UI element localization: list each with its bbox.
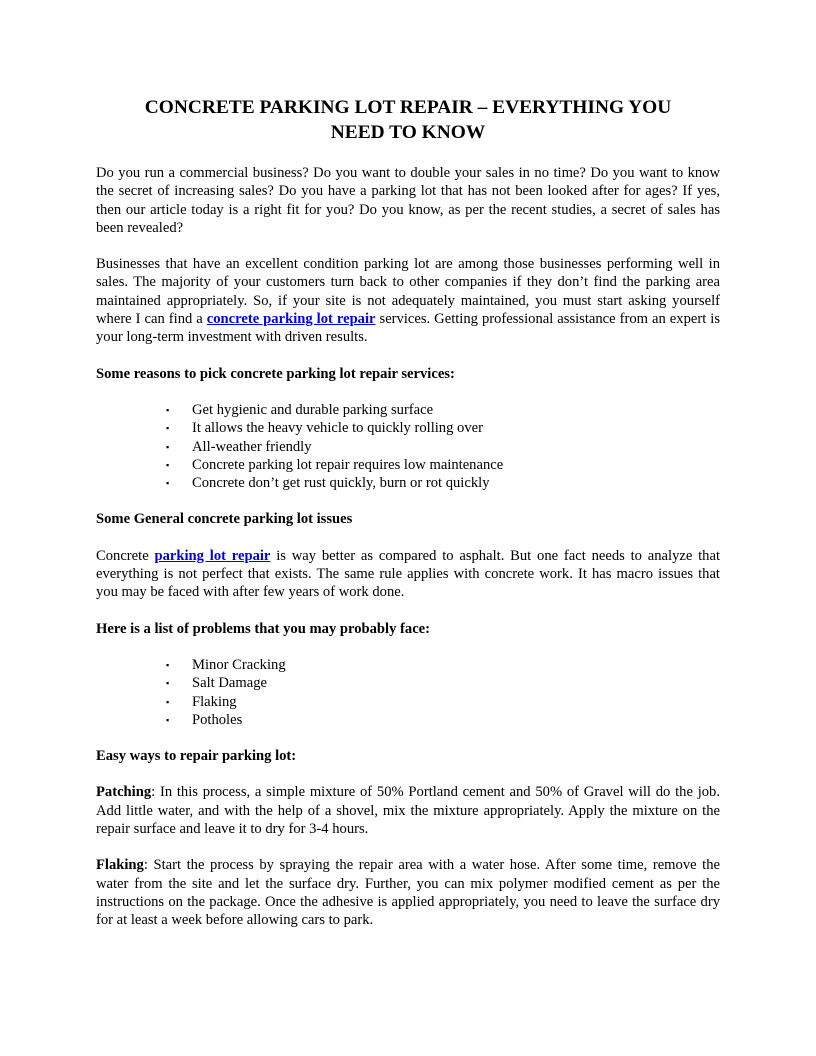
list-item-text: Get hygienic and durable parking surface bbox=[192, 401, 434, 418]
issues-paragraph-text-after: is way better as compared to asphalt. But one fact needs to analyze that everything is not perfect that exists. The same rule applies with concrete work. It has macro issues that you may be faced with after few years of work done. bbox=[96, 547, 721, 601]
bullet-icon: ▪ bbox=[166, 714, 170, 725]
list-item bbox=[96, 474, 720, 492]
patching-term: Patching bbox=[96, 784, 152, 801]
sales-paragraph bbox=[96, 255, 720, 346]
list-item bbox=[96, 401, 720, 419]
bullet-icon: ▪ bbox=[166, 478, 170, 489]
bullet-icon: ▪ bbox=[166, 659, 170, 670]
list-item-text: All-weather friendly bbox=[192, 438, 312, 455]
problems-heading: Here is a list of problems that you may probably face: bbox=[96, 620, 431, 637]
list-item bbox=[96, 656, 720, 674]
reasons-heading: Some reasons to pick concrete parking lot repair services: bbox=[96, 365, 455, 382]
patching-text: : In this process, a simple mixture of 50% Portland cement and 50% of Gravel will do the job. Add little water, and with the help of a shovel, mix the mixture appropriately. Apply the mixture on the repair surface and leave it to dry for 3-4 hours. bbox=[96, 784, 720, 838]
flaking-text: : Start the process by spraying the repair area with a water hose. After some time, remove the water from the site and let the surface dry. Further, you can mix polymer modified cement as per the instructions on the package. Once the adhesive is applied appropriately, you need to leave the surface dry for at least a week before allowing cars to park. bbox=[96, 857, 720, 929]
bullet-icon: ▪ bbox=[166, 459, 170, 470]
list-item-text: Flaking bbox=[192, 693, 237, 710]
issues-paragraph-text-before: Concrete bbox=[96, 547, 155, 564]
reasons-list bbox=[96, 401, 720, 492]
patching-paragraph bbox=[96, 783, 720, 838]
list-item-text: It allows the heavy vehicle to quickly rolling over bbox=[192, 420, 483, 437]
document-page bbox=[96, 96, 720, 948]
issues-paragraph bbox=[96, 547, 720, 602]
flaking-paragraph bbox=[96, 856, 720, 929]
bullet-icon: ▪ bbox=[166, 678, 170, 689]
issues-heading: Some General concrete parking lot issues bbox=[96, 511, 353, 528]
problems-list bbox=[96, 656, 720, 729]
list-item bbox=[96, 711, 720, 729]
bullet-icon: ▪ bbox=[166, 404, 170, 415]
list-item-text: Minor Cracking bbox=[192, 656, 286, 673]
bullet-icon: ▪ bbox=[166, 423, 170, 434]
intro-paragraph: Do you run a commercial business? Do you want to double your sales in no time? Do you want to know the secret of increasing sales? Do you have a parking lot that has not been looked after for ages? If yes, then our article today is a right fit for you? Do you know, as per the recent studies, a secret of sales has been revealed? bbox=[96, 165, 720, 236]
list-item-text: Potholes bbox=[192, 711, 243, 728]
list-item bbox=[96, 419, 720, 437]
list-item bbox=[96, 674, 720, 692]
list-item bbox=[96, 456, 720, 474]
flaking-term: Flaking bbox=[96, 857, 144, 874]
list-item bbox=[96, 693, 720, 711]
page-title: CONCRETE PARKING LOT REPAIR – EVERYTHING YOU NEED TO KNOW bbox=[144, 97, 672, 143]
list-item bbox=[96, 438, 720, 456]
list-item-text: Concrete don’t get rust quickly, burn or rot quickly bbox=[192, 475, 490, 492]
bullet-icon: ▪ bbox=[166, 441, 170, 452]
repair-heading: Easy ways to repair parking lot: bbox=[96, 748, 297, 765]
bullet-icon: ▪ bbox=[166, 696, 170, 707]
sales-paragraph-text-after: services. Getting professional assistance from an expert is your long-term investment with driven results. bbox=[96, 311, 720, 346]
parking-lot-repair-link[interactable]: parking lot repair bbox=[154, 547, 271, 564]
sales-paragraph-text-before: Businesses that have an excellent condition parking lot are among those businesses performing well in sales. The majority of your customers turn back to other companies if they don’t find the parking area maintained appropriately. So, if your site is not adequately maintained, you must start asking yourself where I can find a bbox=[96, 256, 720, 328]
concrete-parking-lot-repair-link[interactable]: concrete parking lot repair bbox=[206, 311, 376, 328]
list-item-text: Salt Damage bbox=[192, 675, 267, 692]
list-item-text: Concrete parking lot repair requires low maintenance bbox=[192, 456, 504, 473]
